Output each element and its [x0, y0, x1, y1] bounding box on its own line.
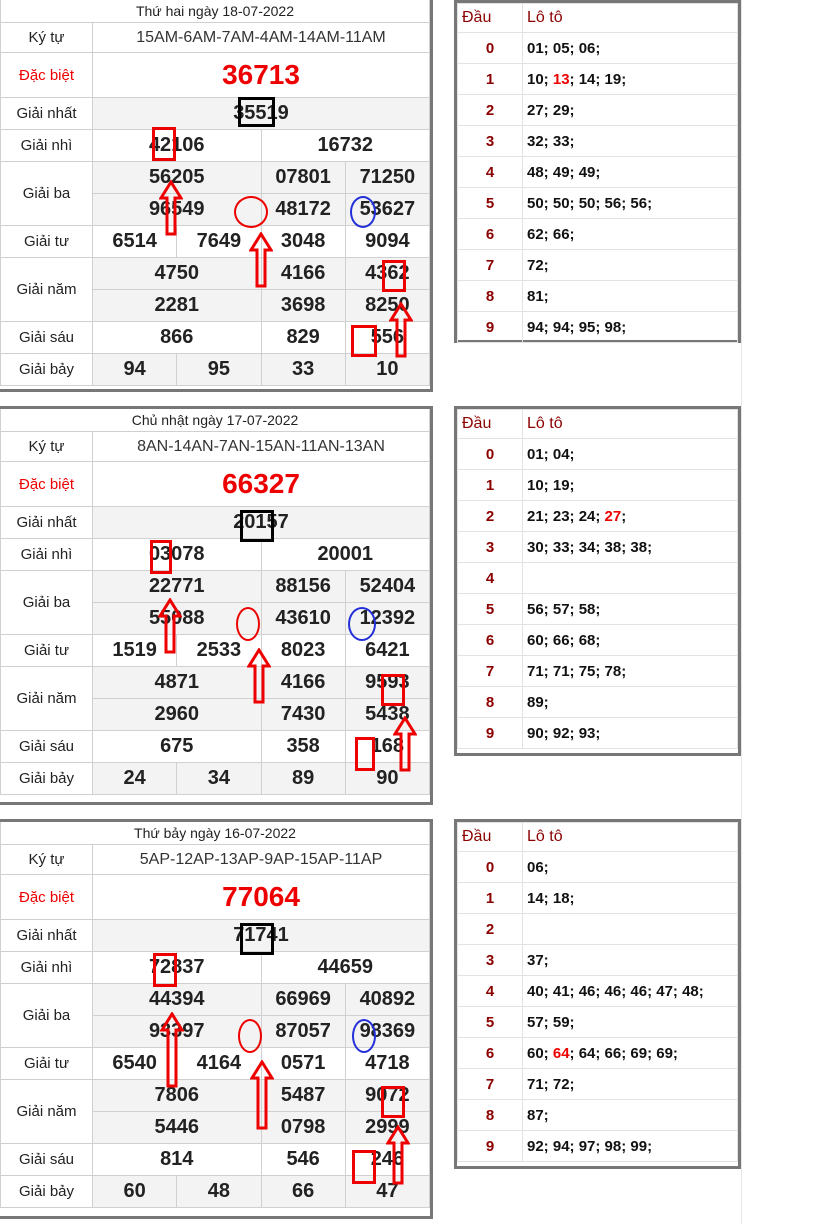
label-giai-nhat: Giải nhất — [1, 98, 93, 130]
ky-tu-value: 5AP-12AP-13AP-9AP-15AP-11AP — [93, 845, 430, 875]
draw-date: Thứ bảy ngày 16-07-2022 — [1, 822, 430, 845]
giai-sau-value: 168 — [345, 731, 429, 763]
giai-nhi-value: 03078 — [93, 539, 262, 571]
loto-header: Lô tô — [523, 410, 738, 439]
ky-tu-value: 15AM-6AM-7AM-4AM-14AM-11AM — [93, 23, 430, 53]
giai-ba-value: 44394 — [93, 984, 262, 1016]
dau-cell: 7 — [458, 250, 523, 281]
loto-cell — [523, 470, 738, 501]
loto-numbers: 57; 59; — [527, 1013, 575, 1031]
giai-nam-value: 4871 — [93, 667, 262, 699]
loto-cell — [523, 33, 738, 64]
giai-ba-value: 56205 — [93, 162, 262, 194]
giai-bay-value: 66 — [261, 1176, 345, 1208]
loto-cell — [523, 1007, 738, 1038]
giai-nam-value: 4166 — [261, 258, 345, 290]
dau-cell: 9 — [458, 718, 523, 749]
giai-bay-value: 33 — [261, 354, 345, 386]
loto-table-0 — [454, 0, 741, 343]
giai-ba-value: 98369 — [345, 1016, 429, 1048]
giai-bay-value: 10 — [345, 354, 429, 386]
label-ky-tu: Ký tự — [1, 432, 93, 462]
giai-ba-value: 12392 — [345, 603, 429, 635]
loto-table-1 — [454, 406, 741, 756]
loto-cell — [523, 594, 738, 625]
dau-cell: 8 — [458, 1100, 523, 1131]
loto-cell — [523, 312, 738, 343]
label-giai-bay: Giải bảy — [1, 354, 93, 386]
label-giai-sau: Giải sáu — [1, 322, 93, 354]
giai-nam-value: 3698 — [261, 290, 345, 322]
dau-cell: 6 — [458, 625, 523, 656]
label-giai-nhi: Giải nhì — [1, 130, 93, 162]
loto-numbers: ; 14; 19; — [569, 70, 627, 88]
dau-cell: 2 — [458, 914, 523, 945]
ky-tu-value: 8AN-14AN-7AN-15AN-11AN-13AN — [93, 432, 430, 462]
giai-nhi-value: 20001 — [261, 539, 430, 571]
giai-tu-value: 3048 — [261, 226, 345, 258]
loto-cell — [523, 976, 738, 1007]
giai-nam-value: 4750 — [93, 258, 262, 290]
loto-numbers: 60; 66; 68; — [527, 631, 601, 649]
dau-cell: 7 — [458, 656, 523, 687]
label-dac-biet: Đặc biệt — [1, 875, 93, 920]
loto-cell — [523, 64, 738, 95]
giai-tu-value: 2533 — [177, 635, 261, 667]
loto-numbers: 10; 19; — [527, 476, 575, 494]
loto-numbers: 92; 94; 97; 98; 99; — [527, 1137, 653, 1155]
giai-ba-value: 71250 — [345, 162, 429, 194]
giai-sau-value: 358 — [261, 731, 345, 763]
giai-nhi-value: 72837 — [93, 952, 262, 984]
giai-sau-value: 546 — [261, 1144, 345, 1176]
loto-numbers: 10; — [527, 70, 553, 88]
loto-numbers: 01; 04; — [527, 445, 575, 463]
loto-numbers: 81; — [527, 287, 549, 305]
loto-numbers: 06; — [527, 858, 549, 876]
loto-numbers: 30; 33; 34; 38; 38; — [527, 538, 653, 556]
giai-nhat-value: 35519 — [93, 98, 430, 130]
loto-cell — [523, 914, 738, 945]
dau-cell: 3 — [458, 945, 523, 976]
loto-numbers: 56; 57; 58; — [527, 600, 601, 618]
dau-cell: 1 — [458, 883, 523, 914]
giai-ba-value: 40892 — [345, 984, 429, 1016]
label-giai-sau: Giải sáu — [1, 1144, 93, 1176]
dau-cell: 1 — [458, 470, 523, 501]
dau-cell: 7 — [458, 1069, 523, 1100]
giai-nhi-value: 44659 — [261, 952, 430, 984]
loto-cell — [523, 532, 738, 563]
giai-ba-value: 96549 — [93, 194, 262, 226]
dau-cell: 2 — [458, 501, 523, 532]
loto-numbers: 37; — [527, 951, 549, 969]
giai-nam-value: 7806 — [93, 1080, 262, 1112]
result-table-1 — [0, 406, 433, 805]
giai-sau-value: 814 — [93, 1144, 262, 1176]
giai-tu-value: 9094 — [345, 226, 429, 258]
dau-cell: 8 — [458, 281, 523, 312]
draw-date: Thứ hai ngày 18-07-2022 — [1, 0, 430, 23]
loto-number-highlight: 64 — [552, 1044, 570, 1062]
giai-nam-value: 4166 — [261, 667, 345, 699]
label-giai-nhat: Giải nhất — [1, 507, 93, 539]
label-giai-sau: Giải sáu — [1, 731, 93, 763]
dau-cell: 0 — [458, 33, 523, 64]
label-giai-bay: Giải bảy — [1, 1176, 93, 1208]
label-giai-nam: Giải năm — [1, 258, 93, 322]
label-giai-nhat: Giải nhất — [1, 920, 93, 952]
loto-header: Lô tô — [523, 823, 738, 852]
giai-nam-value: 2960 — [93, 699, 262, 731]
giai-nam-value: 4362 — [345, 258, 429, 290]
giai-ba-value: 93397 — [93, 1016, 262, 1048]
dac-biet-value: 66327 — [93, 462, 430, 507]
giai-bay-value: 48 — [177, 1176, 261, 1208]
giai-ba-value: 48172 — [261, 194, 345, 226]
label-dac-biet: Đặc biệt — [1, 462, 93, 507]
loto-cell — [523, 563, 738, 594]
dau-header: Đầu — [458, 4, 523, 33]
label-giai-ba: Giải ba — [1, 984, 93, 1048]
giai-nam-value: 5446 — [93, 1112, 262, 1144]
loto-cell — [523, 945, 738, 976]
giai-sau-value: 829 — [261, 322, 345, 354]
giai-ba-value: 87057 — [261, 1016, 345, 1048]
giai-bay-value: 47 — [345, 1176, 429, 1208]
giai-nam-value: 9072 — [345, 1080, 429, 1112]
dau-cell: 2 — [458, 95, 523, 126]
loto-numbers: 62; 66; — [527, 225, 575, 243]
dau-cell: 3 — [458, 126, 523, 157]
giai-tu-value: 0571 — [261, 1048, 345, 1080]
label-dac-biet: Đặc biệt — [1, 53, 93, 98]
loto-cell — [523, 687, 738, 718]
loto-cell — [523, 157, 738, 188]
giai-ba-value: 22771 — [93, 571, 262, 603]
result-table-2 — [0, 819, 433, 1219]
loto-numbers: 90; 92; 93; — [527, 724, 601, 742]
loto-cell — [523, 656, 738, 687]
loto-table-2 — [454, 819, 741, 1169]
loto-numbers: 87; — [527, 1106, 549, 1124]
label-giai-bay: Giải bảy — [1, 763, 93, 795]
loto-number-highlight: 27 — [604, 507, 622, 525]
loto-cell — [523, 188, 738, 219]
giai-bay-value: 94 — [93, 354, 177, 386]
giai-tu-value: 8023 — [261, 635, 345, 667]
loto-numbers: 48; 49; 49; — [527, 163, 601, 181]
giai-tu-value: 6514 — [93, 226, 177, 258]
giai-sau-value: 556 — [345, 322, 429, 354]
giai-nhat-value: 20157 — [93, 507, 430, 539]
giai-tu-value: 6421 — [345, 635, 429, 667]
dau-cell: 6 — [458, 219, 523, 250]
giai-bay-value: 34 — [177, 763, 261, 795]
label-giai-tu: Giải tư — [1, 1048, 93, 1080]
giai-tu-value: 1519 — [93, 635, 177, 667]
giai-nam-value: 8250 — [345, 290, 429, 322]
dac-biet-value: 77064 — [93, 875, 430, 920]
loto-numbers: 01; 05; 06; — [527, 39, 601, 57]
label-ky-tu: Ký tự — [1, 845, 93, 875]
giai-bay-value: 90 — [345, 763, 429, 795]
label-giai-nhi: Giải nhì — [1, 952, 93, 984]
label-giai-nam: Giải năm — [1, 1080, 93, 1144]
giai-nhat-value: 71741 — [93, 920, 430, 952]
dau-cell: 4 — [458, 563, 523, 594]
loto-cell — [523, 501, 738, 532]
giai-tu-value: 4718 — [345, 1048, 429, 1080]
label-giai-tu: Giải tư — [1, 226, 93, 258]
loto-number-highlight: 13 — [552, 70, 570, 88]
loto-numbers: ; 64; 66; 69; 69; — [569, 1044, 678, 1062]
giai-ba-value: 88156 — [261, 571, 345, 603]
loto-numbers: 14; 18; — [527, 889, 575, 907]
loto-numbers: 89; — [527, 693, 549, 711]
result-table-0 — [0, 0, 433, 392]
loto-numbers: 71; 71; 75; 78; — [527, 662, 627, 680]
giai-tu-value: 7649 — [177, 226, 261, 258]
giai-ba-value: 43610 — [261, 603, 345, 635]
dau-cell: 1 — [458, 64, 523, 95]
dau-cell: 3 — [458, 532, 523, 563]
dau-cell: 5 — [458, 594, 523, 625]
dau-cell: 0 — [458, 852, 523, 883]
giai-nam-value: 2281 — [93, 290, 262, 322]
dau-cell: 9 — [458, 312, 523, 343]
giai-nam-value: 2999 — [345, 1112, 429, 1144]
loto-cell — [523, 1131, 738, 1162]
giai-ba-value: 07801 — [261, 162, 345, 194]
giai-bay-value: 95 — [177, 354, 261, 386]
giai-nam-value: 5487 — [261, 1080, 345, 1112]
giai-ba-value: 52404 — [345, 571, 429, 603]
label-ky-tu: Ký tự — [1, 23, 93, 53]
loto-numbers: 72; — [527, 256, 549, 274]
giai-nhi-value: 42106 — [93, 130, 262, 162]
giai-nam-value: 5438 — [345, 699, 429, 731]
dau-cell: 4 — [458, 976, 523, 1007]
dau-cell: 9 — [458, 1131, 523, 1162]
loto-numbers: 32; 33; — [527, 132, 575, 150]
label-giai-tu: Giải tư — [1, 635, 93, 667]
page-divider — [741, 0, 742, 1224]
dau-cell: 5 — [458, 188, 523, 219]
loto-numbers: 21; 23; 24; — [527, 507, 605, 525]
dau-cell: 0 — [458, 439, 523, 470]
giai-nam-value: 9593 — [345, 667, 429, 699]
giai-nhi-value: 16732 — [261, 130, 430, 162]
giai-sau-value: 246 — [345, 1144, 429, 1176]
loto-cell — [523, 883, 738, 914]
loto-cell — [523, 1038, 738, 1069]
label-giai-nhi: Giải nhì — [1, 539, 93, 571]
giai-bay-value: 89 — [261, 763, 345, 795]
giai-nam-value: 7430 — [261, 699, 345, 731]
giai-sau-value: 675 — [93, 731, 262, 763]
giai-ba-value: 55088 — [93, 603, 262, 635]
loto-numbers: ; — [621, 507, 627, 525]
loto-cell — [523, 250, 738, 281]
loto-cell — [523, 281, 738, 312]
giai-nam-value: 0798 — [261, 1112, 345, 1144]
loto-numbers: 94; 94; 95; 98; — [527, 318, 627, 336]
dac-biet-value: 36713 — [93, 53, 430, 98]
loto-cell — [523, 126, 738, 157]
draw-date: Chủ nhật ngày 17-07-2022 — [1, 409, 430, 432]
giai-tu-value: 6540 — [93, 1048, 177, 1080]
dau-cell: 4 — [458, 157, 523, 188]
giai-ba-value: 66969 — [261, 984, 345, 1016]
giai-bay-value: 24 — [93, 763, 177, 795]
dau-cell: 5 — [458, 1007, 523, 1038]
loto-cell — [523, 1069, 738, 1100]
loto-cell — [523, 95, 738, 126]
label-giai-nam: Giải năm — [1, 667, 93, 731]
loto-numbers: 50; 50; 50; 56; 56; — [527, 194, 653, 212]
loto-cell — [523, 625, 738, 656]
loto-numbers: 27; 29; — [527, 101, 575, 119]
label-giai-ba: Giải ba — [1, 571, 93, 635]
loto-cell — [523, 439, 738, 470]
giai-ba-value: 53627 — [345, 194, 429, 226]
dau-cell: 8 — [458, 687, 523, 718]
loto-cell — [523, 718, 738, 749]
loto-header: Lô tô — [523, 4, 738, 33]
dau-header: Đầu — [458, 410, 523, 439]
loto-numbers: 60; — [527, 1044, 553, 1062]
loto-cell — [523, 219, 738, 250]
loto-numbers: 71; 72; — [527, 1075, 575, 1093]
loto-cell — [523, 852, 738, 883]
giai-bay-value: 60 — [93, 1176, 177, 1208]
dau-header: Đầu — [458, 823, 523, 852]
giai-sau-value: 866 — [93, 322, 262, 354]
giai-tu-value: 4164 — [177, 1048, 261, 1080]
loto-cell — [523, 1100, 738, 1131]
dau-cell: 6 — [458, 1038, 523, 1069]
label-giai-ba: Giải ba — [1, 162, 93, 226]
loto-numbers: 40; 41; 46; 46; 46; 47; 48; — [527, 982, 704, 1000]
